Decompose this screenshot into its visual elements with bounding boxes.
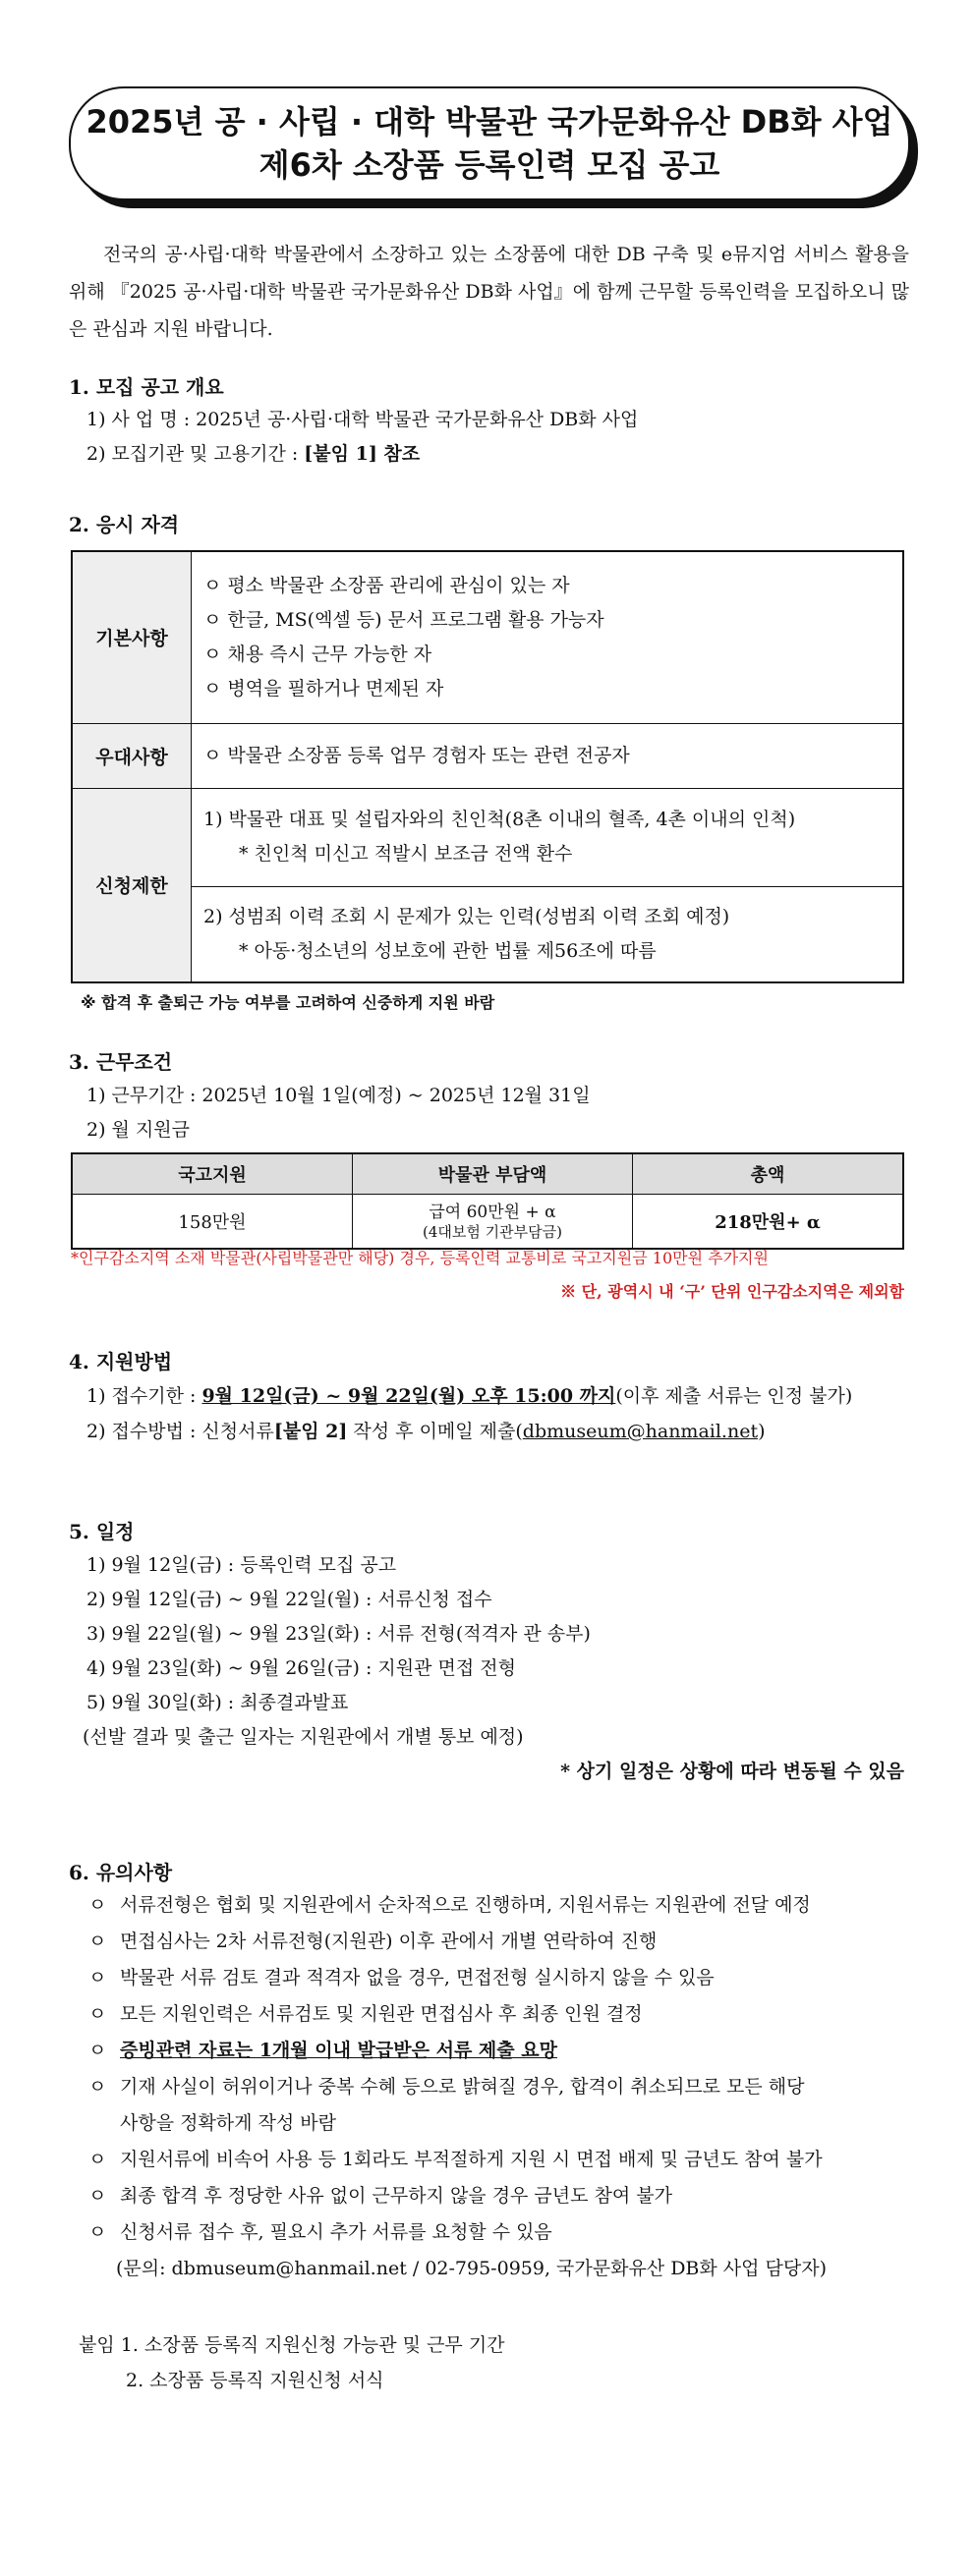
red-note-1: *인구감소지역 소재 박물관(사립박물관만 해당) 경우, 등록인력 교통비로 국고지원금 10만원 추가지원: [71, 1249, 769, 1267]
attachment-2: 2. 소장품 등록직 지원신청 서식: [126, 2370, 384, 2391]
title-box: [69, 86, 910, 200]
caution-text: 지원서류에 비속어 사용 등 1회라도 부적절하게 지원 시 면접 배제 및 금년도 참여 불가: [120, 2149, 823, 2170]
schedule-item: 3) 9월 22일(월) ~ 9월 23일(화) : 서류 전형(적격자 관 송부): [86, 1623, 591, 1645]
bullet-mark: ㅇ: [88, 2076, 107, 2098]
limit-label: 신청제한: [72, 788, 192, 982]
basic-item: ㅇ 평소 박물관 소장품 관리에 관심이 있는 자: [203, 574, 570, 596]
attachment-1: 붙임 1. 소장품 등록직 지원신청 가능관 및 근무 기간: [79, 2334, 505, 2356]
section-1-heading: 1. 모집 공고 개요: [69, 375, 224, 399]
title-line-2: 제6차 소장품 등록인력 모집 공고: [258, 146, 720, 184]
caution-item: [88, 1960, 909, 1996]
red-note-2: ※ 단, 광역시 내 ‘구’ 단위 인구감소지역은 제외함: [560, 1282, 904, 1301]
section-3-heading: 3. 근무조건: [69, 1050, 173, 1074]
pay-header: 국고지원: [72, 1153, 353, 1195]
museum-share-main: 급여 60만원 + α: [429, 1203, 556, 1222]
caution-item: [88, 1887, 909, 1924]
caution-item: [88, 2069, 909, 2105]
gov-support: 158만원: [72, 1195, 353, 1250]
preference-label: 우대사항: [72, 723, 192, 788]
basic-items: [192, 551, 904, 723]
s4-item-2: [86, 1417, 766, 1443]
limit-1-sub: * 친인척 미신고 적발시 보조금 전액 환수: [239, 843, 573, 865]
s4-item-2-prefix: 2) 접수방법 : 신청서류: [86, 1421, 274, 1442]
bullet-mark: ㅇ: [88, 2003, 107, 2025]
qualification-table: [71, 550, 904, 983]
bullet-mark: ㅇ: [88, 1894, 107, 1916]
s3-item-1: 1) 근무기간 : 2025년 10월 1일(예정) ~ 2025년 12월 31일: [86, 1085, 591, 1106]
basic-item: ㅇ 채용 즉시 근무 가능한 자: [203, 643, 432, 665]
bullet-mark: ㅇ: [88, 2221, 107, 2243]
caution-text: 박물관 서류 검토 결과 적격자 없을 경우, 면접전형 실시하지 않을 수 있음: [120, 1967, 715, 1988]
s4-item-2-suffix: ): [758, 1421, 766, 1442]
contact-line: (문의: dbmuseum@hanmail.net / 02-795-0959, 국가문화유산 DB화 사업 담당자): [116, 2258, 828, 2279]
schedule-paren: (선발 결과 및 출근 일자는 지원관에서 개별 통보 예정): [83, 1726, 524, 1748]
museum-share-sub: (4대보험 기관부담금): [423, 1223, 562, 1241]
email-link[interactable]: dbmuseum@hanmail.net: [522, 1421, 759, 1442]
schedule-item: 5) 9월 30일(화) : 최종결과발표: [86, 1692, 349, 1713]
pay-header: 박물관 부담액: [353, 1153, 633, 1195]
caution-text-emphasis: 증빙관련 자료는 1개월 이내 발급받은 서류 제출 요망: [120, 2040, 557, 2061]
section-6-heading: 6. 유의사항: [69, 1861, 173, 1884]
s1-item-1: 1) 사 업 명 : 2025년 공·사립·대학 박물관 국가문화유산 DB화 사업: [86, 409, 639, 430]
schedule-item: 1) 9월 12일(금) : 등록인력 모집 공고: [86, 1554, 397, 1576]
section-2-heading: 2. 응시 자격: [69, 513, 180, 536]
total-amount: 218만원+ α: [633, 1195, 904, 1250]
caution-item: [88, 1924, 909, 1960]
limit-2-sub: * 아동·청소년의 성보호에 관한 법률 제56조에 따름: [239, 939, 657, 962]
preference-item: ㅇ 박물관 소장품 등록 업무 경험자 또는 관련 전공자: [192, 723, 904, 788]
s4-item-2-bold: [붙임 2]: [273, 1421, 348, 1442]
caution-item: [88, 2178, 909, 2214]
limit-2-text: 2) 성범죄 이력 조회 시 문제가 있는 인력(성범죄 이력 조회 예정): [203, 905, 730, 927]
caution-text: 모든 지원인력은 서류검토 및 지원관 면접심사 후 최종 인원 결정: [120, 2003, 643, 2025]
pay-header: 총액: [633, 1153, 904, 1195]
bullet-mark: ㅇ: [88, 1967, 107, 1988]
schedule-item: 2) 9월 12일(금) ~ 9월 22일(월) : 서류신청 접수: [86, 1589, 492, 1610]
caution-text: 최종 합격 후 정당한 사유 없이 근무하지 않을 경우 금년도 참여 불가: [120, 2185, 672, 2207]
deadline: 9월 12일(금) ~ 9월 22일(월) 오후 15:00 까지: [201, 1385, 616, 1407]
s4-item-2-mid: 작성 후 이메일 제출(: [347, 1421, 523, 1442]
bullet-mark: ㅇ: [88, 2040, 107, 2061]
s1-item-2: [86, 439, 420, 466]
limit-1-text: 1) 박물관 대표 및 설립자와의 친인척(8촌 이내의 혈족, 4촌 이내의 인척): [203, 809, 796, 830]
s4-item-1-prefix: 1) 접수기한 :: [86, 1385, 202, 1407]
caution-item-continued: 사항을 정확하게 작성 바람: [120, 2112, 337, 2134]
s4-item-1-suffix: (이후 제출 서류는 인정 불가): [615, 1385, 853, 1407]
s1-item-2-prefix: 2) 모집기관 및 고용기간 :: [86, 443, 305, 465]
qualification-note: ※ 합격 후 출퇴근 가능 여부를 고려하여 신중하게 지원 바람: [81, 993, 495, 1012]
caution-item: [88, 2033, 909, 2069]
basic-item: ㅇ 한글, MS(엑셀 등) 문서 프로그램 활용 가능자: [203, 608, 604, 631]
caution-text: 신청서류 접수 후, 필요시 추가 서류를 요청할 수 있음: [120, 2221, 552, 2243]
basic-label: 기본사항: [72, 551, 192, 723]
bullet-mark: ㅇ: [88, 2185, 107, 2207]
caution-text: 기재 사실이 허위이거나 중복 수혜 등으로 밝혀질 경우, 합격이 취소되므로 모든 해당: [120, 2076, 805, 2098]
bullet-mark: ㅇ: [88, 2149, 107, 2170]
s4-item-1: [86, 1381, 852, 1408]
caution-text: 서류전형은 협회 및 지원관에서 순차적으로 진행하며, 지원서류는 지원관에 전달 예정: [120, 1894, 811, 1916]
caution-item: [88, 1996, 909, 2033]
museum-share: [353, 1195, 633, 1250]
intro-paragraph: 전국의 공·사립·대학 박물관에서 소장하고 있는 소장품에 대한 DB 구축 및 e뮤지엄 서비스 활용을 위해 『2025 공·사립·대학 박물관 국가문화유산 DB화 사업』에 함께 근무할 등록인력을 모집하오니 많은 관심과 지원 바랍니다.: [69, 244, 909, 340]
schedule-item: 4) 9월 23일(화) ~ 9월 26일(금) : 지원관 면접 전형: [86, 1657, 516, 1679]
basic-item: ㅇ 병역을 필하거나 면제된 자: [203, 677, 444, 700]
caution-item: [88, 2142, 909, 2178]
section-5-heading: 5. 일정: [69, 1520, 135, 1543]
caution-item: [88, 2214, 909, 2251]
s1-item-2-bold: [붙임 1] 참조: [304, 443, 421, 465]
limit-1: [192, 788, 904, 886]
limit-2: [192, 886, 904, 982]
caution-text: 면접심사는 2차 서류전형(지원관) 이후 관에서 개별 연락하여 진행: [120, 1931, 658, 1952]
pay-table: [71, 1152, 904, 1250]
section-4-heading: 4. 지원방법: [69, 1350, 173, 1373]
title-line-1: 2025년 공 · 사립 · 대학 박물관 국가문화유산 DB화 사업: [86, 103, 893, 140]
s3-item-2: 2) 월 지원금: [86, 1119, 190, 1141]
schedule-note: * 상기 일정은 상황에 따라 변동될 수 있음: [560, 1761, 904, 1782]
bullet-mark: ㅇ: [88, 1931, 107, 1952]
